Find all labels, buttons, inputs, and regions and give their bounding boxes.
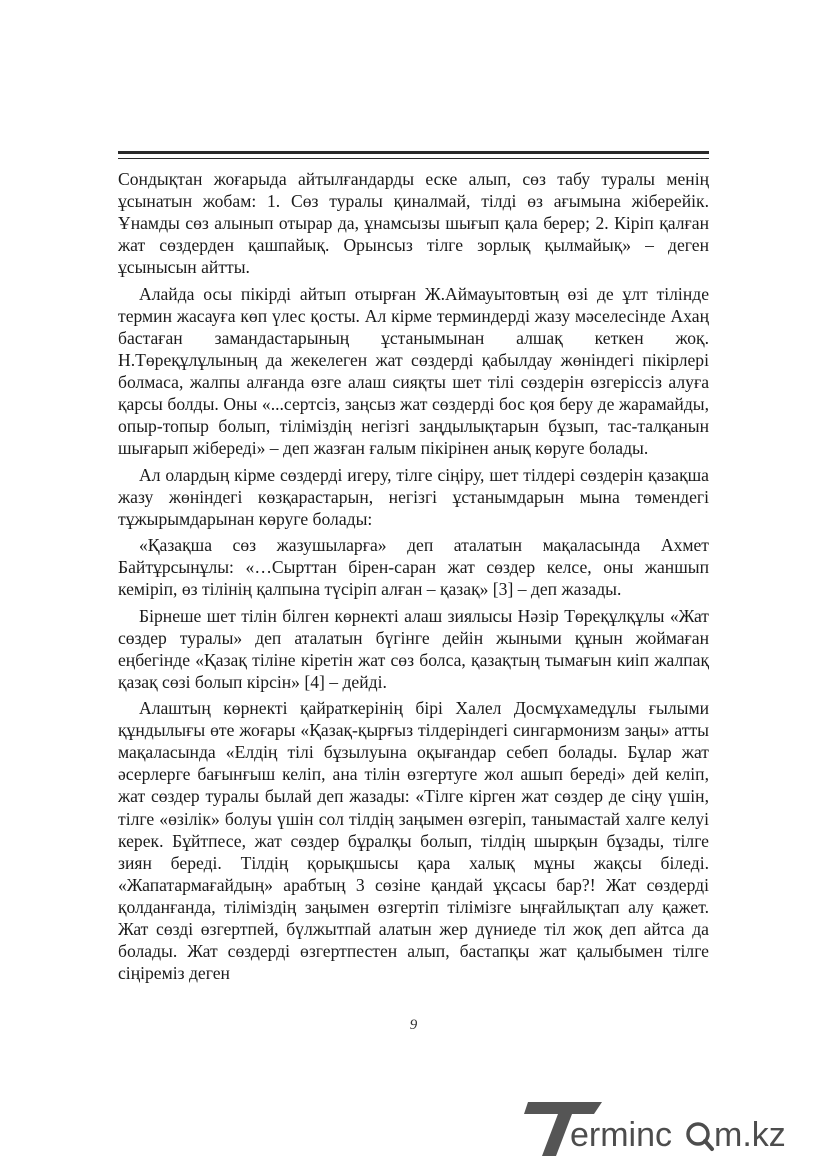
svg-text:m.kz	[714, 1116, 786, 1154]
page-number: 9	[409, 1017, 418, 1033]
paragraph-3: Ал олардың кірме сөздерді игеру, тілге сіңіру, шет тілдері сөздерін қазақша жазу жөніндегі көзқарастарын, негізгі ұстанымдарын мына төмендегі тұжырымдарынан көруге болады:	[118, 464, 709, 529]
logo-text-mid: erminc	[570, 1116, 673, 1154]
header-rule-thick	[118, 151, 709, 154]
paragraph-4: «Қазақша сөз жазушыларға» деп аталатын мақаласында Ахмет Байтұрсынұлы: «…Сырттан бірен-саран жат сөздер келсе, оны жаншып кеміріп, өз тілінің қалпына түсіріп алған – қазақ» [3] – деп жазады.	[118, 535, 709, 600]
header-rule-thin	[118, 158, 709, 159]
magnifier-icon	[688, 1124, 712, 1149]
logo-text-after: m.kz	[714, 1116, 786, 1154]
svg-text:erminc	[570, 1116, 672, 1154]
paragraph-5: Бірнеше шет тілін білген көрнекті алаш зиялысы Нәзір Төреқұлқұлы «Жат сөздер туралы» деп аталатын бүгінге дейін жыными құнын жоймаған еңбегінде «Қазақ тіліне кіретін жат сөз болса, қазақтың тымағын киіп жалпақ қазақ сөзі болып кірсін» [4] – дейді.	[118, 605, 709, 692]
termincom-logo	[524, 1094, 824, 1164]
paragraph-2: Алайда осы пікірді айтып отырған Ж.Аймауытовтың өзі де ұлт тілінде термин жасауға көп үлес қосты. Ал кірме терминдерді жазу мәселесінде Ахаң бастаған замандастарының ұстанымынан алшақ кеткен жоқ. Н.Төреқұлұлының да жекелеген жат сөздерді қабылдау жөніндегі пікірлері болмаса, жалпы алғанда өзге алаш сияқты шет тілі сөздерін өзгеріссіз алуға қарсы болды. Оны «...сертсіз, заңсыз жат сөздерді бос қоя беру де жарамайды, опыр-топыр болып, тіліміздің негізгі заңдылықтарын бұзып, тас-талқанын шығарып жібереді» – деп жазған ғалым пікірінен анық көруге болады.	[118, 283, 709, 459]
paragraph-1: Сондықтан жоғарыда айтылғандарды еске алып, сөз табу туралы менің ұсынатын жобам: 1. Сөз туралы қиналмай, тілді өз ағымына жіберейік. Ұнамды сөз алынып отырар да, ұнамсызы шығып қала берер; 2. Кіріп қалған жат сөздерден қашпайық. Орынсыз тілге зорлық қылмайық» – деген ұсынысын айтты.	[118, 169, 709, 278]
body-text	[118, 168, 709, 989]
paragraph-6: Алаштың көрнекті қайраткерінің бірі Халел Досмұхамедұлы ғылыми құндылығы өте жоғары «Қазақ-қырғыз тілдеріндегі сингармонизм заңы» атты мақаласында «Елдің тілі бұзылуына оқығандар себеп болады. Бұлар жат әсерлерге бағынғыш келіп, ана тілін өзгертуге жол ашып береді» дей келіп, жат сөздер туралы былай деп жазады: «Тілге кірген жат сөздер де сіңу үшін, тілге «өзілік» болуы үшін сол тілдің заңымен өзгеріп, танымастай халге келуі керек. Бұйтпесе, жат сөздер бұралқы болып, тілдің шырқын бұзады, тілге зиян береді. Тілдің қорықшысы қара халық мұны жақсы біледі. «Жапатармағайдың» арабтың 3 сөзіне қандай ұқсасы бар?! Жат сөздерді қолданғанда, тіліміздің заңымен өзгертіп тілімізге ыңғайлықтап алу қажет. Жат сөзді өзгертпей, бүлжытпай алатын жер дүниеде тіл жоқ деп айтса да болады. Жат сөздерді өзгертпестен алып, бастапқы жат қалыбымен тілге сіңіреміз деген	[118, 698, 709, 984]
